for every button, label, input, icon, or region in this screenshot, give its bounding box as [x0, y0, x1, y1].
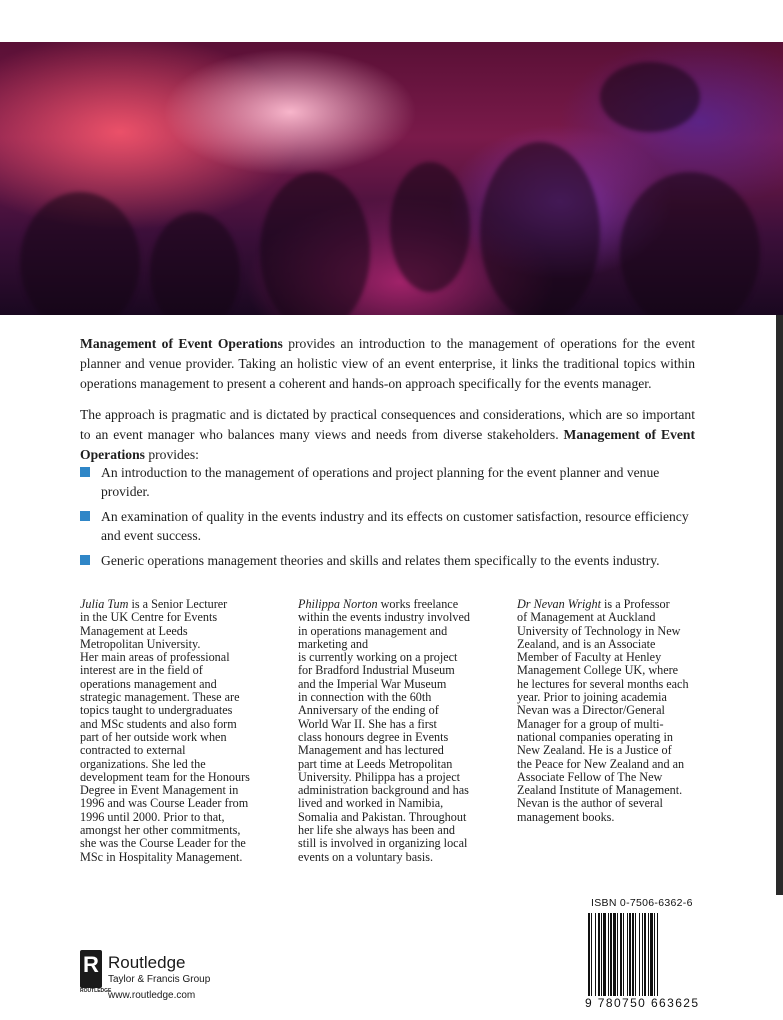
feature-list [80, 463, 695, 576]
intro-text: provides an introduction to the management of operations for the event planner and venue provider. Taking an holistic view of an event enterprise, it links the traditional topics within operations management to present a coherent and hands-on approach specifically for the events manager. [80, 336, 696, 391]
barcode-bar [601, 913, 602, 1001]
crowd-silhouette [390, 162, 470, 292]
bullet-square-icon [80, 511, 90, 521]
barcode-block [583, 895, 763, 1020]
barcode-bar [648, 913, 649, 1001]
crowd-silhouette [20, 192, 140, 315]
list-item-text: Generic operations management theories and skills and relates them specifically to the events industry. [101, 553, 660, 568]
barcode-bar [635, 913, 636, 1001]
crowd-silhouette [150, 212, 240, 315]
logo-letter: R [83, 952, 99, 977]
barcode-bar [644, 913, 646, 1001]
barcode-bar [595, 913, 596, 1001]
crowd-silhouette [600, 62, 700, 132]
barcode-bar [657, 913, 658, 1001]
author-bio [298, 598, 498, 864]
cover-photo [0, 42, 783, 315]
publisher-name: Routledge [108, 953, 186, 972]
barcode-bar [608, 913, 609, 1001]
approach-tail: provides: [144, 447, 199, 462]
crowd-silhouette [260, 172, 370, 315]
author-bio-text: works freelance within the events industry involved in operations management and marketing and is currently working on a project for Bradford Industrial Museum and the Imperial War Museum in connection with the 60th Anniversary of the ending of World War II. She has a first class honours degree in Events Management and has lectured part time at Leeds Metropolitan University. Philippa has a project administration background and has lived and worked in Namibia, Somalia and Pakistan. Throughout her life she always has been and still is involved in organizing local events on a voluntary basis. [298, 597, 470, 864]
barcode-bar [650, 913, 653, 1001]
ean-number: 9 780750 663625 [585, 996, 700, 1010]
publisher-url: www.routledge.com [108, 990, 196, 1001]
routledge-logo-icon [80, 950, 112, 994]
barcode-bar [617, 913, 618, 1001]
top-margin [0, 0, 783, 42]
author-bio [517, 598, 722, 824]
author-bio-text: is a Senior Lecturer in the UK Centre for Events Management at Leeds Metropolitan University. Her main areas of professional interest are in the field of operations management and strategic management. These are topics taught to undergraduates and MSc students and also form part of her outside work when contracted to external organizations. She led the development team for the Honours Degree in Event Management in 1996 and was Course Leader from 1996 until 2000. Prior to that, amongst her other commitments, she was the Course Leader for the MSc in Hospitality Management. [80, 597, 250, 864]
bullet-square-icon [80, 555, 90, 565]
author-bio-text: is a Professor of Management at Auckland University of Technology in New Zealand, and is an Associate Member of Faculty at Henley Management College UK, where he lectures for several months each year. Prior to joining academia Nevan was a Director/General Manager for a group of multi- national companies operating in New Zealand. He is a Justice of the Peace for New Zealand and an Associate Fellow of The New Zealand Institute of Management. Nevan is the author of several management books. [517, 597, 689, 824]
barcode-bar [654, 913, 655, 1001]
list-item [80, 463, 695, 501]
barcode-bars [588, 913, 700, 1001]
logo-vertical-text: ROUTLEDGE [80, 988, 112, 994]
barcode-bar [620, 913, 622, 1001]
author-bio [80, 598, 280, 864]
bullet-square-icon [80, 467, 90, 477]
crowd-silhouette [620, 172, 760, 315]
barcode-bar [627, 913, 628, 1001]
barcode-bar [613, 913, 616, 1001]
approach-paragraph [80, 405, 695, 465]
crowd-silhouette [480, 142, 600, 315]
author-name: Philippa Norton [298, 597, 378, 611]
author-name: Julia Tum [80, 597, 129, 611]
list-item-text: An examination of quality in the events industry and its effects on customer satisfaction, resource efficiency and event success. [101, 509, 689, 543]
list-item [80, 507, 695, 545]
spine-edge [776, 315, 783, 895]
book-title-bold: Management of Event Operations [80, 427, 695, 462]
publisher-block [80, 950, 280, 1010]
barcode-bar [642, 913, 643, 1001]
publisher-group: Taylor & Francis Group [108, 974, 211, 985]
barcode-bar [623, 913, 624, 1001]
approach-text: The approach is pragmatic and is dictated by practical consequences and considerations, which are so important to an event manager who balances many views and needs from diverse stakeholders. [80, 407, 695, 442]
intro-paragraph [80, 334, 695, 394]
barcode-bar [591, 913, 592, 1001]
barcode-bar [603, 913, 606, 1001]
barcode-bar [639, 913, 640, 1001]
barcode-bar [588, 913, 590, 1001]
list-item-text: An introduction to the management of operations and project planning for the event planner and venue provider. [101, 465, 660, 499]
barcode-bar [632, 913, 634, 1001]
book-title-bold: Management of Event Operations [80, 336, 283, 351]
isbn-label: ISBN 0-7506-6362-6 [591, 897, 693, 909]
barcode-bar [629, 913, 631, 1001]
barcode-bar [598, 913, 600, 1001]
list-item [80, 551, 695, 570]
author-name: Dr Nevan Wright [517, 597, 601, 611]
barcode-bar [610, 913, 612, 1001]
